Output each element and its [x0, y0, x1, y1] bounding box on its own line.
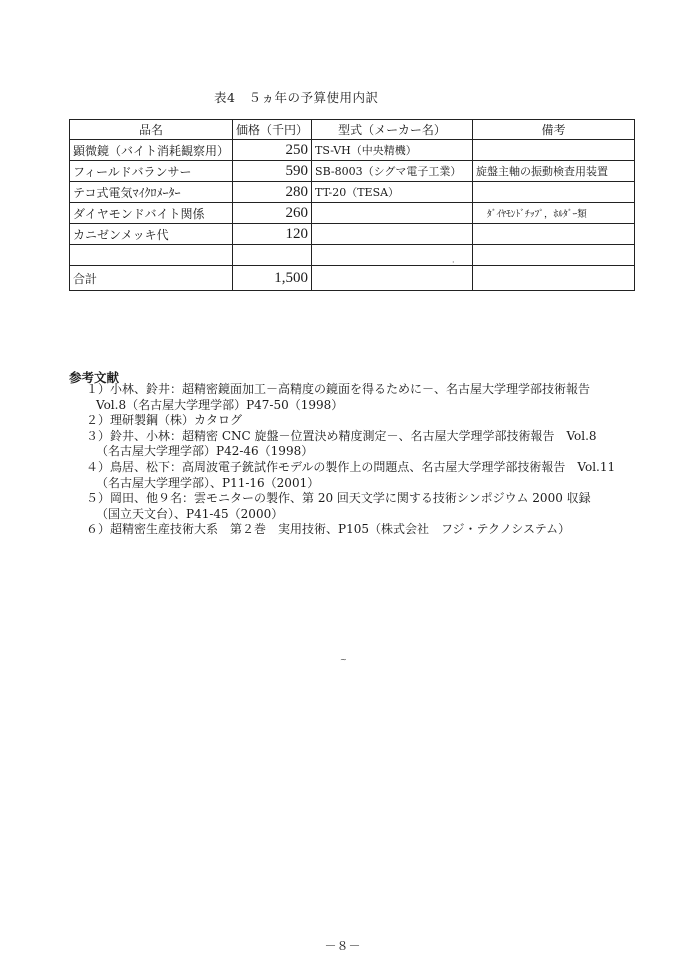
references-list: [86, 382, 646, 538]
table-header-row: [70, 120, 635, 140]
cell-item-name: 顕微鏡（バイト消耗観察用）: [70, 140, 233, 161]
table-row: [70, 245, 635, 266]
reference-line-continued: （名古屋大学理学部）、P11-16（2001）: [96, 475, 320, 490]
reference-line-continued: （名古屋大学理学部）P42-46（1998）: [96, 444, 314, 459]
reference-line: ５）岡田、他９名：雲モニターの製作、第 20 回天文学に関する技術シンポジウム 2000 収録: [86, 491, 591, 506]
reference-item: [86, 413, 646, 429]
total-value: 1,500: [233, 266, 312, 291]
references-heading: 参考文献: [69, 370, 120, 385]
reference-line-continued: Vol.8（名古屋大学理学部）P47-50（1998）: [96, 397, 344, 412]
reference-line: ２）理研製鋼（株）カタログ: [86, 413, 243, 428]
cell-model: [312, 203, 473, 224]
total-label: 合計: [70, 266, 233, 291]
header-item-name: 品名: [70, 120, 233, 140]
cell-price: 280: [233, 182, 312, 203]
cell-model: [312, 245, 473, 266]
cell-remarks: 旋盤主軸の振動検査用装置: [473, 161, 635, 182]
cell-item-name: [70, 245, 233, 266]
cell-remarks: [473, 224, 635, 245]
reference-item: [86, 491, 646, 522]
reference-line: ４）鳥居、松下：高周波電子銃試作モデルの製作上の問題点、名古屋大学理学部技術報告 Vol.11: [86, 459, 616, 474]
cell-item-name: テコ式電気ﾏｲｸﾛﾒｰﾀｰ: [70, 182, 233, 203]
reference-item: [86, 460, 646, 491]
cell-item-name: カニゼンメッキ代: [70, 224, 233, 245]
cell-model: TS-VH（中央精機）: [312, 140, 473, 161]
table-row: [70, 224, 635, 245]
cell-item-name: フィールドバランサー: [70, 161, 233, 182]
cell-item-name: ダイヤモンドバイト関係: [70, 203, 233, 224]
page-number: －８－: [324, 939, 361, 953]
cell-price: [233, 245, 312, 266]
header-remarks: 備考: [473, 120, 635, 140]
reference-item: [86, 522, 646, 538]
budget-table: [69, 119, 635, 291]
reference-line: ３）鈴井、小林：超精密 CNC 旋盤－位置決め精度測定－、名古屋大学理学部技術報告 Vol.8: [86, 428, 597, 443]
table-row: [70, 182, 635, 203]
reference-line-continued: （国立天文台）、P41-45（2000）: [96, 506, 284, 521]
cell-price: 590: [233, 161, 312, 182]
cell-remarks: [473, 182, 635, 203]
header-price: 価格（千円）: [233, 120, 312, 140]
cell-remarks: [473, 266, 635, 291]
table-row: [70, 161, 635, 182]
table-caption: 表4 ５ヵ年の予算使用内訳: [214, 90, 379, 105]
table-row: [70, 140, 635, 161]
cell-model: [312, 224, 473, 245]
scan-speck: ~: [340, 655, 347, 664]
reference-line: ６）超精密生産技術大系 第２巻 実用技術、P105（株式会社 フジ・テクノシステム）: [86, 522, 571, 537]
cell-price: 260: [233, 203, 312, 224]
cell-price: 120: [233, 224, 312, 245]
cell-remarks: [473, 245, 635, 266]
cell-remarks: ﾀﾞｲﾔﾓﾝﾄﾞﾁｯﾌﾟ，ﾎﾙﾀﾞｰ類: [473, 203, 635, 224]
cell-remarks: [473, 140, 635, 161]
reference-item: [86, 382, 646, 413]
cell-price: 250: [233, 140, 312, 161]
table-row: [70, 203, 635, 224]
cell-model: TT-20（TESA）: [312, 182, 473, 203]
cell-model: [312, 266, 473, 291]
scan-speck: ·: [452, 258, 455, 267]
table-total-row: [70, 266, 635, 291]
reference-item: [86, 429, 646, 460]
header-model: 型式（メーカー名）: [312, 120, 473, 140]
cell-model: SB-8003（シグマ電子工業）: [312, 161, 473, 182]
reference-line: １）小林、鈴井：超精密鏡面加工－高精度の鏡面を得るために－、名古屋大学理学部技術報告: [86, 382, 591, 396]
